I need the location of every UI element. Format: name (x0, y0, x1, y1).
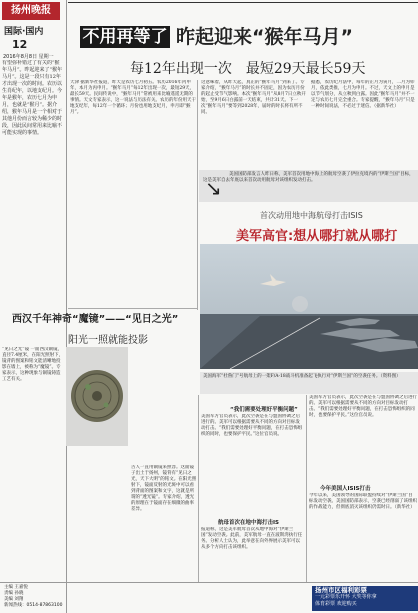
mirror-article-subtitle: 阳光一照就能投影 (68, 335, 148, 346)
top-rule (68, 2, 418, 3)
section-label: 国际·国内 (4, 27, 44, 37)
bronze-mirror-image (66, 347, 128, 446)
mirror-article-body: 古人一直用铜镜来照容。这面镜子出土于扬州，镜背有“见日之光，天下大明”的铭文。在阳光照射下，镜面反射的光斑中可以看到背面的图案和文字，这就是所谓的“透光镜”。专家介绍，透光的原理在于镜面存在细微的曲率差异。 (131, 465, 197, 512)
arrow-icon: ↘ (205, 176, 222, 200)
article-column-1: 美国军方官员表示，此次空袭是在与盟国协调之后进行的。美军可以根据需要从不同的方向对目标发动打击。“我们需要处理好平衡问题，在打击恐怖组织的同时，也要保护平民。”这位官员说。 (201, 414, 303, 437)
subheadline: 每12年出现一次 最短29天最长59天 (130, 61, 366, 77)
column-divider (198, 395, 199, 582)
section-heading-2: 航母首次在地中海打击IS (218, 520, 280, 526)
article-column-4: 今年以来，美国领导的国际联盟持续对“伊斯兰国”目标发动空袭。美国国防部表示，空袭已经削弱了该组织的作战能力，但彻底消灭该组织仍需时日。（新华社） (309, 493, 417, 510)
lottery-advertisement (312, 586, 418, 611)
main-column-3: 据悉，农历纪月法中，每年的正月为寅月，二月为卯月，依此类推，七月为申月。不过，天文上的申月是以节气划分，从立秋到白露。因此“猴年马月”并不一定与农历七月完全重合。专家提醒，“猴年马月”只是一种时间说法，不必过于迷信。（据新华社） (311, 80, 415, 109)
mirror-body: “见日之光”镜 一面西汉铜镜，直径7.4厘米，在阳光照射下，镜背的图案和铭文能清晰地投影在墙上，被称为“魔镜”。专家表示，这种现象与铜镜铸造工艺有关。 (2, 347, 64, 382)
section-heading-3: 今年美国人ISIS打击 (320, 486, 371, 492)
lead-summary-text: 美国国防部发言人昨日称，美军首次用地中海上的航母空袭了伊拉克境内的“伊斯兰国”目标，这是美军自去年底以来首次动用航母对该组织发动打击。 (203, 172, 414, 183)
bronze-mirror-icon (66, 347, 128, 446)
main-column-1: 天津 据新华社报道，昨天是农历七月初五。农历2016年丙申年，本月为丙申月。“猴年马月”每12年出现一次，最短29天，最长59天。民间传说中，“猴年马月”常被用来比喻遥遥无期的事情。天文专家表示，这一说法与历法有关。农历的年份用天干地支纪年，每12年一个循环；月份也用地支纪月，申月即“猴月”。 (70, 80, 196, 115)
article-kicker: 首次动用地中海航母打击ISIS (260, 211, 363, 220)
article-column-3: 美国军方官员表示，此次空袭是在与盟国协调之后进行的。美军可以根据需要从不同的方向对目标发动打击。“我们需要处理好平衡问题，在打击恐怖组织的同时，也要保护平民。”这位官员说。 (309, 395, 417, 418)
article-column-2: 报道称，这是美军航母首次从地中海对“伊斯兰国”发动空袭。此前，美军航母一直在波斯湾执行任务。分析人士认为，此举意在向外界展示美军可以从多个方向打击该组织。 (201, 527, 303, 550)
main-column-2: 这意味着，从昨天起，真正的“猴年马月”到来了。专家介绍，“猴年马月”的时长并不固定，因为农历月份的起止受节气影响。本次“猴年马月”从8月7日立秋开始，至9月6日白露前一天结束，共计31天。下一次“猴年马月”要等到2028年，届时的时长将有所不同。 (201, 80, 306, 115)
left-column-text: 有望弥补错过了有关的“猴年马月”。昨起迎来了“猴年马月”。这是一段只有12年才出现一次的时间。农历以生肖纪年，以地支纪月。今年是猴年，农历七月为申月，也就是“猴月”。据介绍，猴年马月是一个相对于其他月份而言较为稀少的时段，因此民间常用来比喻不可能实现的事情。 (2, 60, 63, 136)
issue-date: 2016年8月8日 星期一 (3, 54, 54, 60)
ad-title: 扬州市区福利彩票 (315, 586, 367, 594)
page-number: 12 (12, 38, 28, 51)
left-divider (66, 0, 67, 613)
section-divider (68, 308, 198, 309)
contact-line: 新闻热线：0514-87863100 (4, 603, 63, 608)
aircraft-carrier-photo (200, 244, 418, 369)
editor-credits: 主编 王嘉悦 责编 孙晓 美编 刘翔 (4, 585, 28, 602)
lead-summary-box (199, 170, 418, 202)
column-divider (306, 395, 307, 582)
headline-box: 不用再等了 (80, 26, 170, 48)
column-divider (197, 80, 198, 310)
ad-line-2: 体育彩票 欢迎购买 (315, 601, 357, 607)
section-heading-1: “我们需要处理好平衡问题” (230, 407, 298, 413)
photo-caption: 美国海军“杜鲁门”号航母上的一架F/A-18战斗机准备起飞执行对“伊斯兰国”的空袭任务。（资料图） (200, 372, 418, 394)
headline-main: 昨起迎来“猴年马月” (176, 26, 353, 48)
mirror-article-title: 西汉千年神奇“魔镜”——“见日之光” (12, 314, 179, 325)
footer-info (4, 585, 62, 609)
footer-rule (0, 582, 418, 583)
carrier-deck-image (200, 244, 418, 369)
article-title: 美军高官:想从哪打就从哪打 (236, 229, 398, 244)
masthead: 扬州晚报 (2, 2, 60, 20)
ad-line: 一元彩票乐开怀 大奖等你拿 (315, 594, 377, 600)
